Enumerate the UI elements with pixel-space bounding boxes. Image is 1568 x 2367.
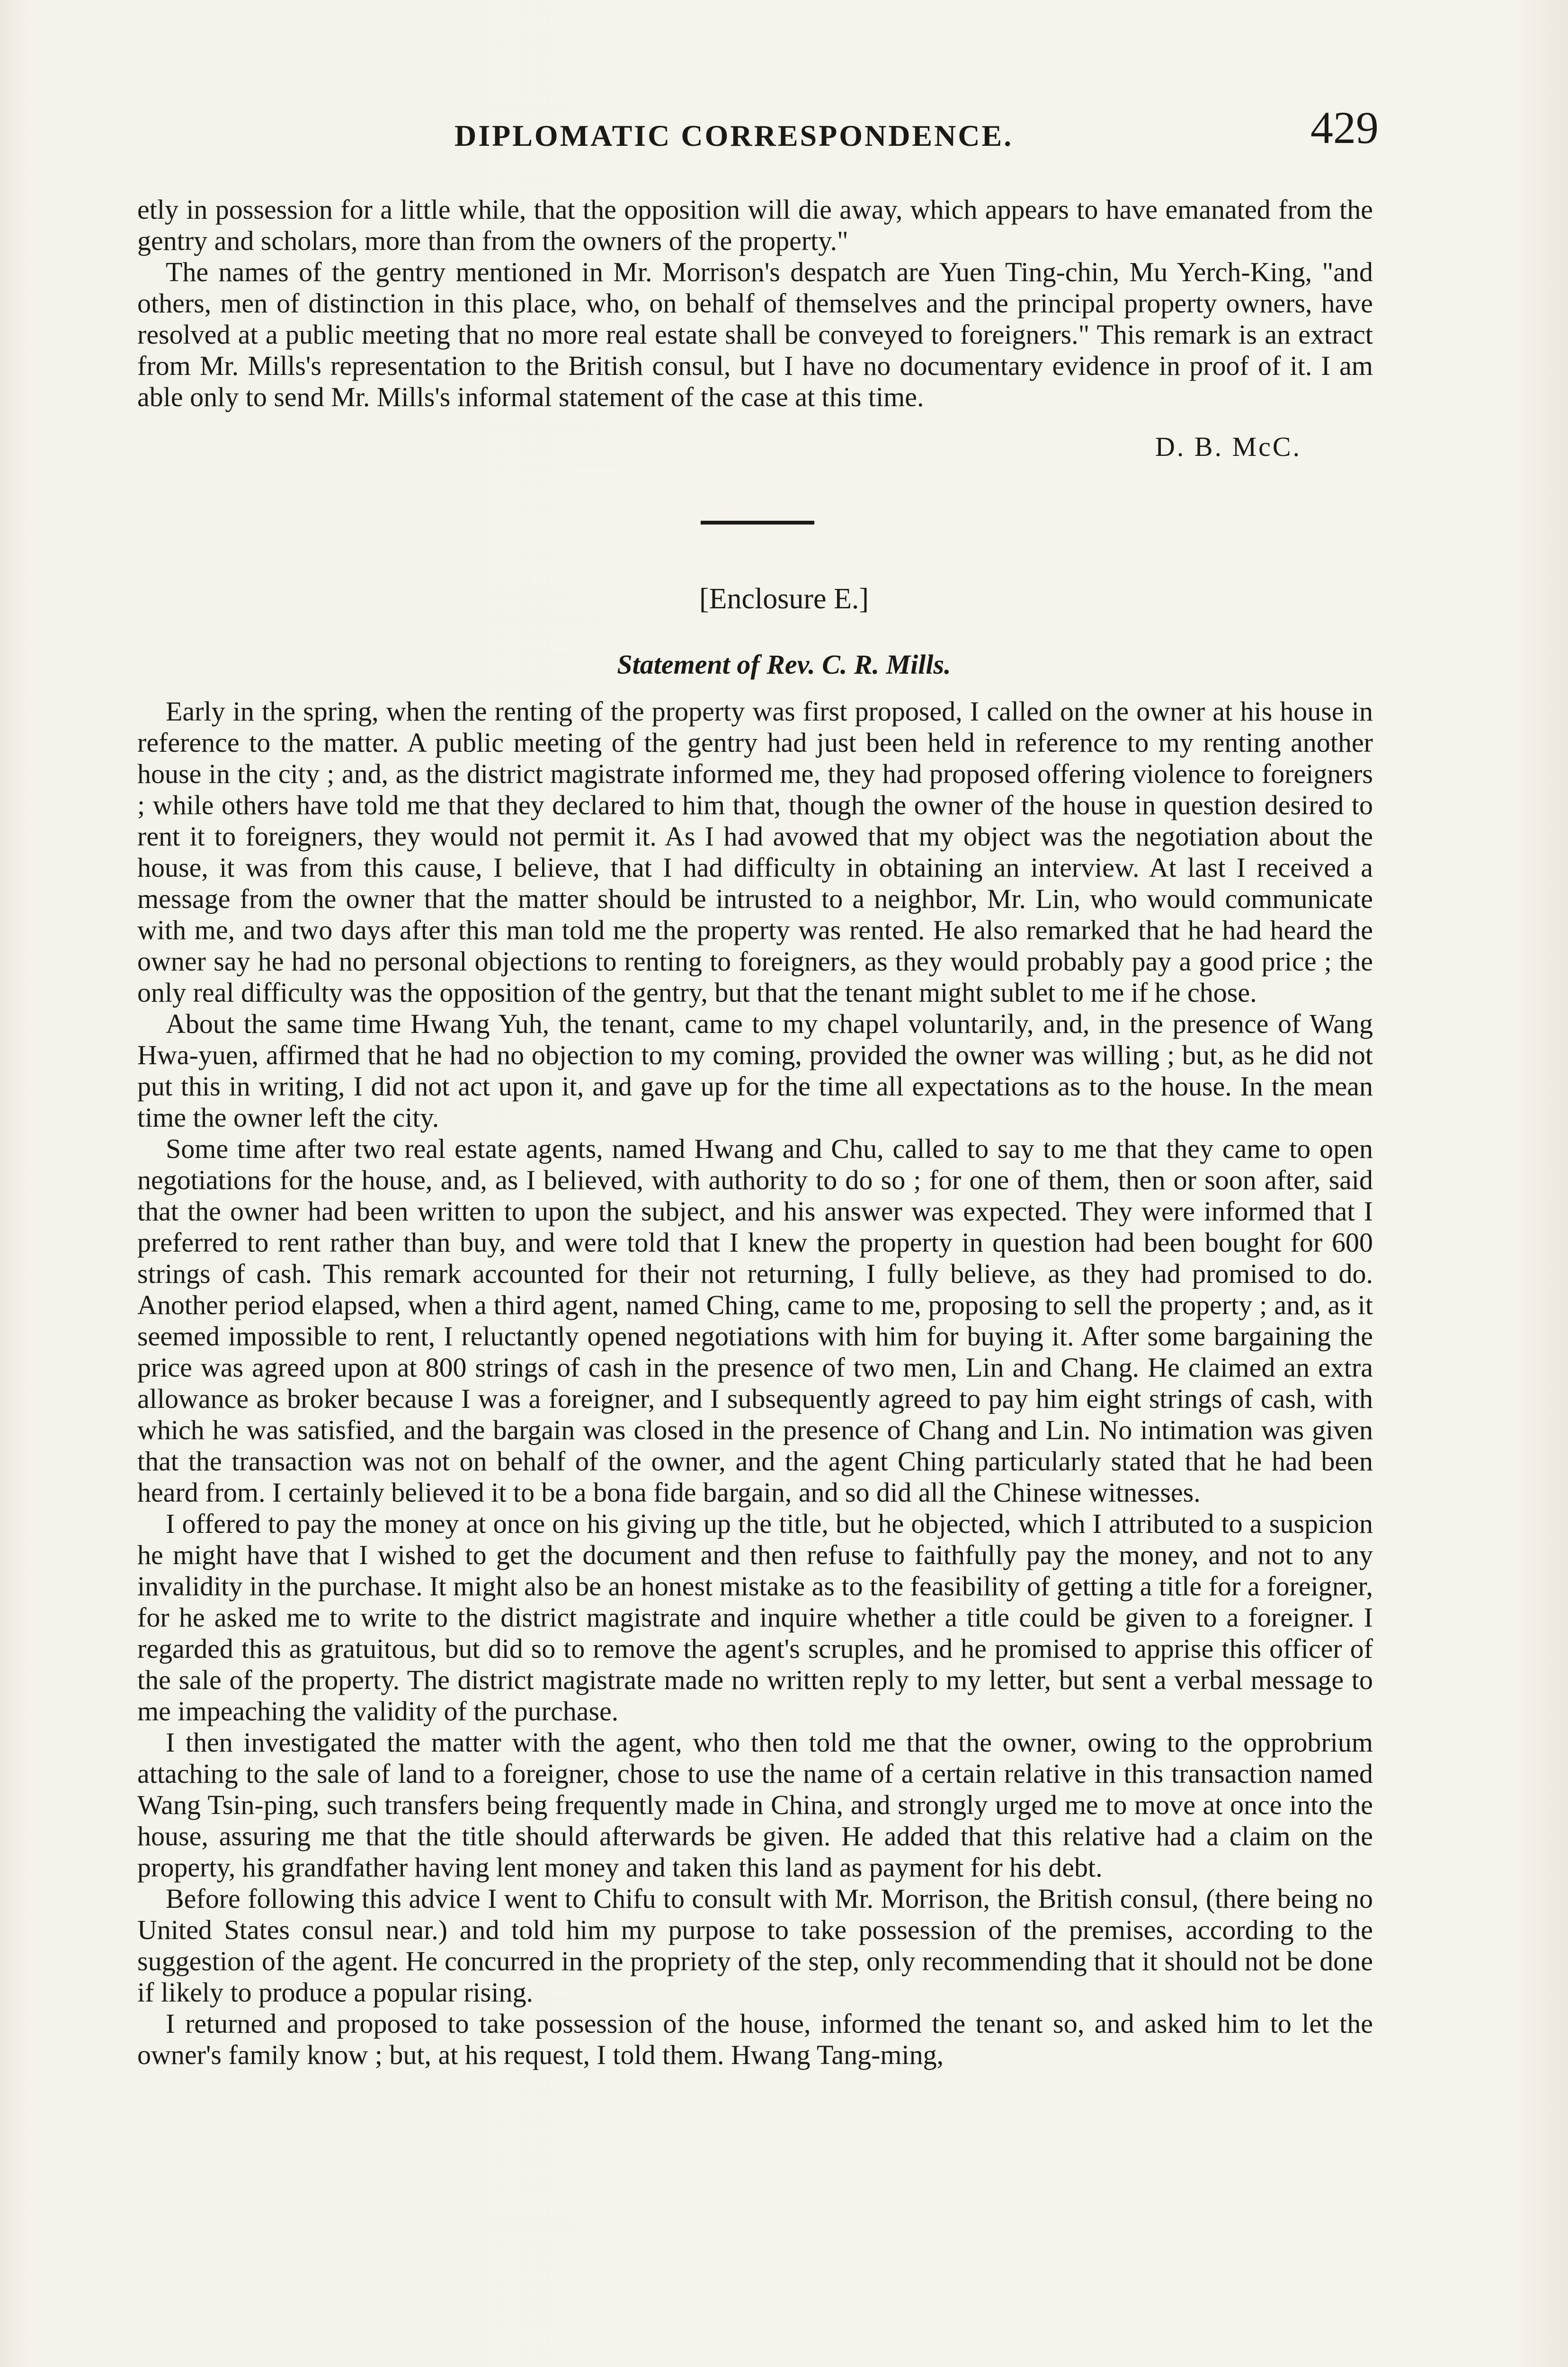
paragraph: About the same time Hwang Yuh, the tenant, came to my chapel voluntarily, and, in the presence of Wang Hwa-yuen, affirmed that he had no objection to my coming, provided the owner was willing ; but, as he did not put this in writing, I did not act upon it, and gave up for the time all expectations as to the house. In the mean time the owner left the city. (137, 1008, 1373, 1133)
paragraph: The names of the gentry mentioned in Mr. Morrison's despatch are Yuen Ting-chin, Mu Yerch-King, "and others, men of distinction in this place, who, on behalf of themselves and the principal property owners, have resolved at a public meeting that no more real estate shall be conveyed to foreigners." This remark is an extract from Mr. Mills's representation to the British consul, but I have no documentary evidence in proof of it. I am able only to send Mr. Mills's informal statement of the case at this time. (137, 257, 1373, 412)
statement-title: Statement of Rev. C. R. Mills. (617, 649, 951, 680)
paragraph: Early in the spring, when the renting of the property was first proposed, I called on the owner at his house in reference to the matter. A public meeting of the gentry had just been held in reference to my renting another house in the city ; and, as the district magistrate informed me, they had proposed offering violence to foreigners ; while others have told me that they declared to him that, though the owner of the house in question desired to rent it to foreigners, they would not permit it. As I had avowed that my object was the negotiation about the house, it was from this cause, I believe, that I had difficulty in obtaining an interview. At last I received a message from the owner that the matter should be intrusted to a neighbor, Mr. Lin, who would communicate with me, and two days after this man told me the property was rented. He also remarked that he had heard the owner say he had no personal objections to renting to foreigners, as they would probably pay a good price ; the only real difficulty was the opposition of the gentry, but that the tenant might sublet to me if he chose. (137, 696, 1373, 1008)
page-number: 429 (1310, 102, 1379, 153)
statement-body (137, 696, 1373, 2071)
signature: D. B. McC. (1155, 431, 1302, 462)
paragraph: Some time after two real estate agents, named Hwang and Chu, called to say to me that they came to open negotiations for the house, and, as I believed, with authority to do so ; for one of them, then or soon after, said that the owner had been written to upon the subject, and his answer was expected. They were informed that I preferred to rent rather than buy, and were told that I knew the property in question had been bought for 600 strings of cash. This remark accounted for their not returning, I fully believe, as they had promised to do. Another period elapsed, when a third agent, named Ching, came to me, proposing to sell the property ; and, as it seemed impossible to rent, I reluctantly opened negotiations with him for buying it. After some bargaining the price was agreed upon at 800 strings of cash in the presence of two men, Lin and Chang. He claimed an extra allowance as broker because I was a foreigner, and I subsequently agreed to pay him eight strings of cash, with which he was satisfied, and the bargain was closed in the presence of Chang and Lin. No intimation was given that the transaction was not on behalf of the owner, and the agent Ching particularly stated that he had been heard from. I certainly believed it to be a bona fide bargain, and so did all the Chinese witnesses. (137, 1133, 1373, 1508)
continued-text (137, 194, 1373, 413)
paragraph: I then investigated the matter with the agent, who then told me that the owner, owing to the opprobrium attaching to the sale of land to a foreigner, chose to use the name of a certain relative in this transaction named Wang Tsin-ping, such transfers being frequently made in China, and strongly urged me to move at once into the house, assuring me that the title should afterwards be given. He added that this relative had a claim on the property, his grandfather having lent money and taken this land as payment for his debt. (137, 1727, 1373, 1883)
page-header (0, 95, 1568, 156)
paragraph: etly in possession for a little while, that the opposition will die away, which appears to have emanated from the gentry and scholars, more than from the owners of the property." (137, 194, 1373, 256)
section-divider (701, 521, 814, 525)
enclosure-heading: [Enclosure E.] (699, 583, 869, 615)
paragraph: I returned and proposed to take possession of the house, informed the tenant so, and asked him to let the owner's family know ; but, at his request, I told them. Hwang Tang-ming, (137, 2008, 1373, 2070)
running-title: DIPLOMATIC CORRESPONDENCE. (454, 119, 1014, 152)
paragraph: Before following this advice I went to Chifu to consult with Mr. Morrison, the British consul, (there being no United States consul near.) and told him my purpose to take possession of the premises, according to the suggestion of the agent. He concurred in the propriety of the step, only recommending that it should not be done if likely to produce a popular rising. (137, 1883, 1373, 2008)
paragraph: I offered to pay the money at once on his giving up the title, but he objected, which I attributed to a suspicion he might have that I wished to get the document and then refuse to faithfully pay the money, and not to any invalidity in the purchase. It might also be an honest mistake as to the feasibility of getting a title for a foreigner, for he asked me to write to the district magistrate and inquire whether a title could be given to a foreigner. I regarded this as gratuitous, but did so to remove the agent's scruples, and he promised to apprise this officer of the sale of the property. The district magistrate made no written reply to my letter, but sent a verbal message to me impeaching the validity of the purchase. (137, 1508, 1373, 1726)
